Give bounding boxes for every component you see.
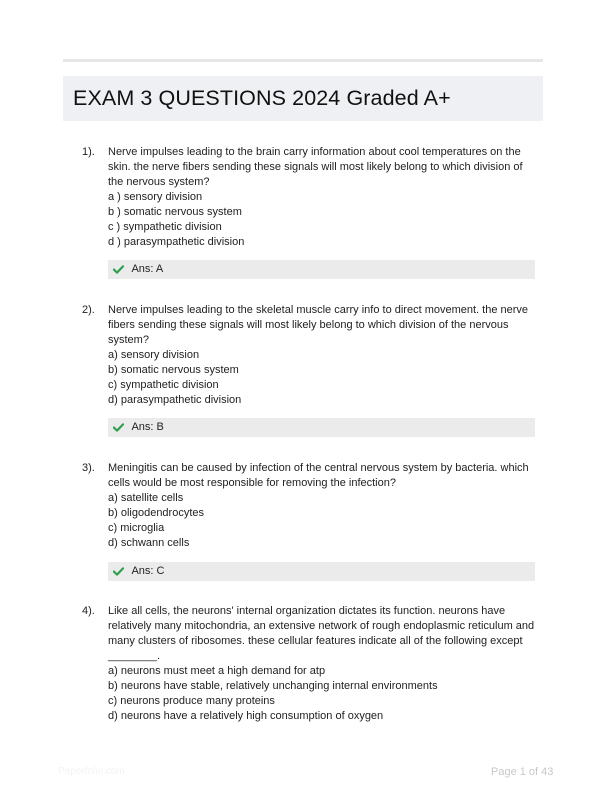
answer-box [108, 418, 535, 437]
answer-option: c) neurons produce many proteins [108, 695, 275, 707]
answer-option: c) microglia [108, 522, 165, 534]
page-title: EXAM 3 QUESTIONS 2024 Graded A+ [73, 86, 451, 110]
question-body [108, 461, 538, 551]
page-indicator: Page 1 of 43 [491, 766, 554, 778]
question-number: 3). [82, 462, 95, 474]
answer-option: a) sensory division [108, 349, 200, 361]
answer-option: a) satellite cells [108, 492, 184, 504]
answer-option: a ) sensory division [108, 191, 203, 203]
answer-box [108, 562, 535, 581]
question-text: Like all cells, the neurons' internal organization dictates its function. neurons have relatively many mitochondria, an extensive network of rough endoplasmic reticulum and many clusters of ribosomes. these cellular features indicate all of the following except [108, 605, 535, 647]
answer-box [108, 260, 535, 279]
answer-option: d) parasympathetic division [108, 394, 242, 406]
answer-option: b ) somatic nervous system [108, 206, 242, 218]
answer-option: d ) parasympathetic division [108, 236, 245, 248]
question-text: Nerve impulses leading to the skeletal muscle carry info to direct movement. the nerve fibers sending these signals will most likely belong to which division of the nervous system? [108, 304, 529, 346]
question-number: 2). [82, 304, 95, 316]
answer-option: c ) sympathetic division [108, 221, 222, 233]
question-body [108, 604, 538, 724]
answer-label: Ans: A [131, 263, 164, 275]
answer-label: Ans: B [131, 421, 164, 433]
question-number: 4). [82, 605, 95, 617]
answer-option: c) sympathetic division [108, 379, 219, 391]
question-body [108, 303, 538, 408]
question-body [108, 145, 538, 250]
answer-option: d) schwann cells [108, 537, 190, 549]
answer-option: d) neurons have a relatively high consumption of oxygen [108, 710, 384, 722]
check-icon [113, 418, 124, 437]
answer-option: b) neurons have stable, relatively unchanging internal environments [108, 680, 438, 692]
check-icon [113, 260, 124, 279]
question-text: Nerve impulses leading to the brain carry information about cool temperatures on the skin. the nerve fibers sending these signals will most likely belong to which division of the nervous system? [108, 146, 523, 188]
answer-option: b) somatic nervous system [108, 364, 239, 376]
top-divider [63, 59, 543, 62]
watermark-text: Paperfolio.com [58, 766, 125, 777]
question-text: Meningitis can be caused by infection of the central nervous system by bacteria. which cells would be most responsible for removing the infection? [108, 462, 529, 489]
check-icon [113, 562, 124, 581]
title-banner [63, 76, 543, 121]
answer-option: b) oligodendrocytes [108, 507, 205, 519]
answer-label: Ans: C [131, 565, 165, 577]
blank-line: ________. [108, 650, 160, 662]
question-number: 1). [82, 146, 95, 158]
answer-option: a) neurons must meet a high demand for atp [108, 665, 326, 677]
